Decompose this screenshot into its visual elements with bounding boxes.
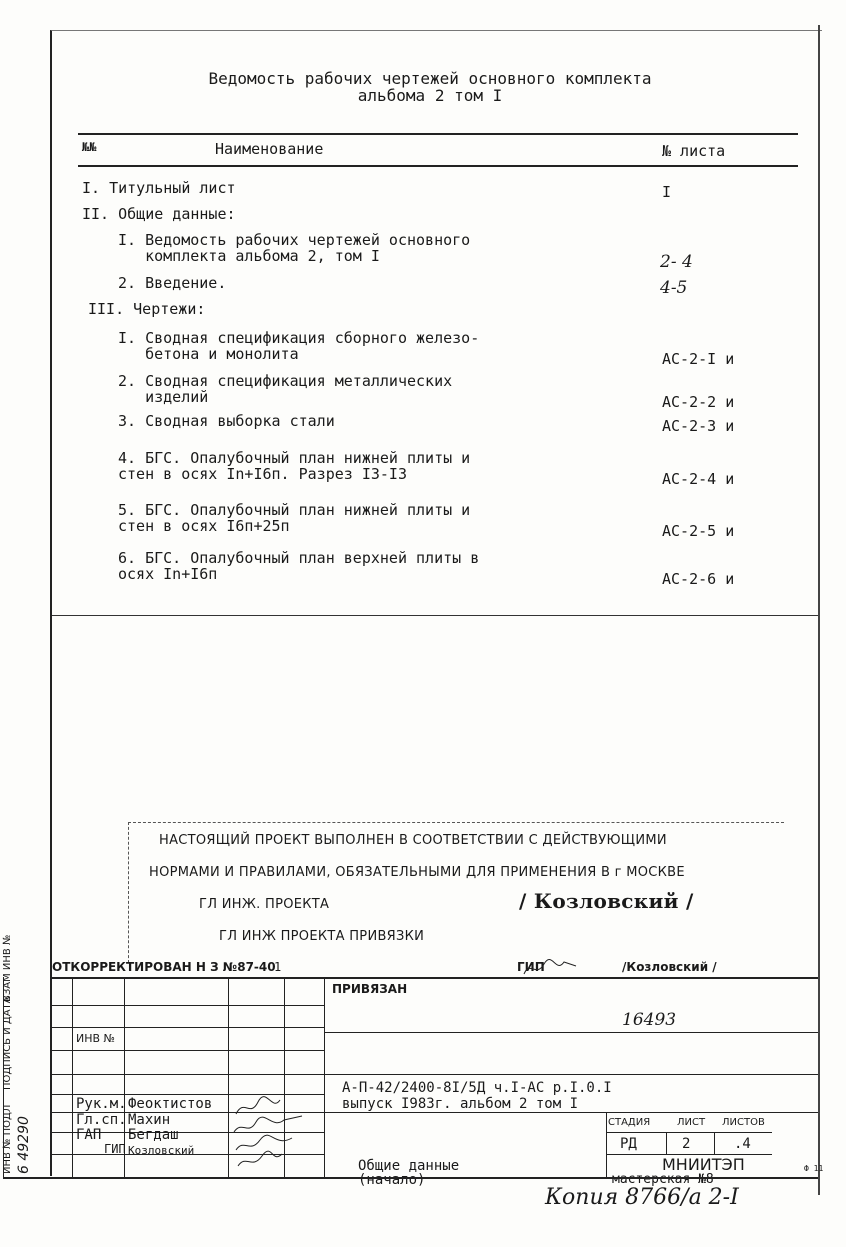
listov-label: ЛИСТОВ [722,1117,765,1128]
col-sheet-header: № листа [662,142,726,160]
table-bottom-rule [52,615,818,616]
stamp-line-3: ГЛ ИНЖ. ПРОЕКТА [199,897,330,912]
col-num-header: №№ [82,140,97,154]
stamp-line-1: НАСТОЯЩИЙ ПРОЕКТ ВЫПОЛНЕН В СООТВЕТСТВИИ С ДЕЙСТВУЮЩИМИ [159,833,667,848]
table-row: 6. БГС. Опалубочный план верхней плиты в осях In+I6п [118,549,480,583]
sheet-number: АС-2-I и [662,350,735,368]
sheet-desc-2: (начало) [358,1172,426,1188]
listov-value: .4 [734,1136,751,1152]
col-name-header: Наименование [215,140,324,158]
person-name: Махин [128,1112,171,1128]
table-row: II. Общие данные: [82,205,236,223]
sheet-number: АС-2-2 и [662,393,735,411]
person-name: Бегдаш [128,1127,179,1143]
role-label: Рук.м. [76,1096,127,1112]
gip-signature-image [520,956,580,980]
corrected-num: 1 [274,960,282,974]
page-mark: Ф 11 [804,1164,824,1173]
sheet-number: I [662,183,672,201]
header-top-rule [78,133,798,135]
list-value: 2 [682,1136,691,1152]
sheet-number: АС-2-5 и [662,522,735,540]
side-vzam-label: ВЗАМ ИНВ № [2,934,13,1002]
title-line-1: Ведомость рабочих чертежей основного комплекта [208,69,652,88]
signatures-image [232,1092,322,1172]
stadia-value: РД [620,1136,637,1152]
side-sign-label: ПОДПИСЬ И ДАТА [2,996,13,1090]
sheet-number: 4-5 [660,278,688,298]
sheet-number: АС-2-6 и [662,570,735,588]
table-row: I. Титульный лист [82,179,236,197]
role-label: ГИП [104,1142,126,1156]
table-row: I. Ведомость рабочих чертежей основного комплекта альбома 2, том I [118,231,471,265]
corrected-note: ОТКОРРЕКТИРОВАН Н З №87-40 [52,960,276,974]
stadia-label: СТАДИЯ [608,1117,651,1128]
list-label: ЛИСТ [677,1117,706,1128]
table-row: 2. Сводная спецификация металлических изделий [118,372,453,406]
table-row: I. Сводная спецификация сборного железо- бетона и монолита [118,329,480,363]
stamp-line-2: НОРМАМИ И ПРАВИЛАМИ, ОБЯЗАТЕЛЬНЫМИ ДЛЯ ПРИМЕНЕНИЯ В г МОСКВЕ [149,865,685,880]
role-label: ГАП [76,1127,102,1143]
person-name: Феоктистов [128,1096,213,1112]
org-name: МНИИТЭП [662,1155,745,1174]
drawing-number: 16493 [622,1010,677,1030]
gip-label: ГИП [517,960,545,974]
code-line-2: выпуск I983г. альбом 2 том I [342,1096,579,1112]
sheet-desc-1: Общие данные [358,1158,460,1174]
stamp-line-4: ГЛ ИНЖ ПРОЕКТА ПРИВЯЗКИ [219,929,425,944]
copy-mark: Копия 8766/а 2-I [545,1185,739,1210]
approval-stamp [128,822,784,963]
table-row: 2. Введение. [118,274,227,292]
code-line-1: А-П-42/2400-8I/5Д ч.I-АС р.I.0.I [342,1080,612,1096]
org-workshop: мастерская №8 [612,1172,714,1187]
document-title [60,70,800,104]
side-inv-value: 6 49290 [16,1116,32,1174]
table-row: 4. БГС. Опалубочный план нижней плиты и стен в осях In+I6п. Разрез I3-I3 [118,449,471,483]
stamp-signature: / Козловский / [519,889,694,913]
title-line-2: альбома 2 том I [357,86,503,105]
gip-name: /Козловский / [622,960,717,974]
table-row: 5. БГС. Опалубочный план нижней плиты и стен в осях I6п+25п [118,501,471,535]
table-row: 3. Сводная выборка стали [118,412,335,430]
table-row: III. Чертежи: [88,300,206,318]
sheet-number: АС-2-3 и [662,417,735,435]
privyazan-label: ПРИВЯЗАН [332,982,408,996]
sheet-number: АС-2-4 и [662,470,735,488]
side-inv-label: ИНВ № ПОДЛ [2,1104,13,1174]
person-name: Козловский [128,1144,195,1157]
header-bottom-rule [78,165,798,167]
role-label: Гл.сп. [76,1112,127,1128]
right-border [818,25,820,1195]
sheet-number: 2- 4 [660,252,693,272]
inv-no-label: ИНВ № [76,1032,115,1045]
